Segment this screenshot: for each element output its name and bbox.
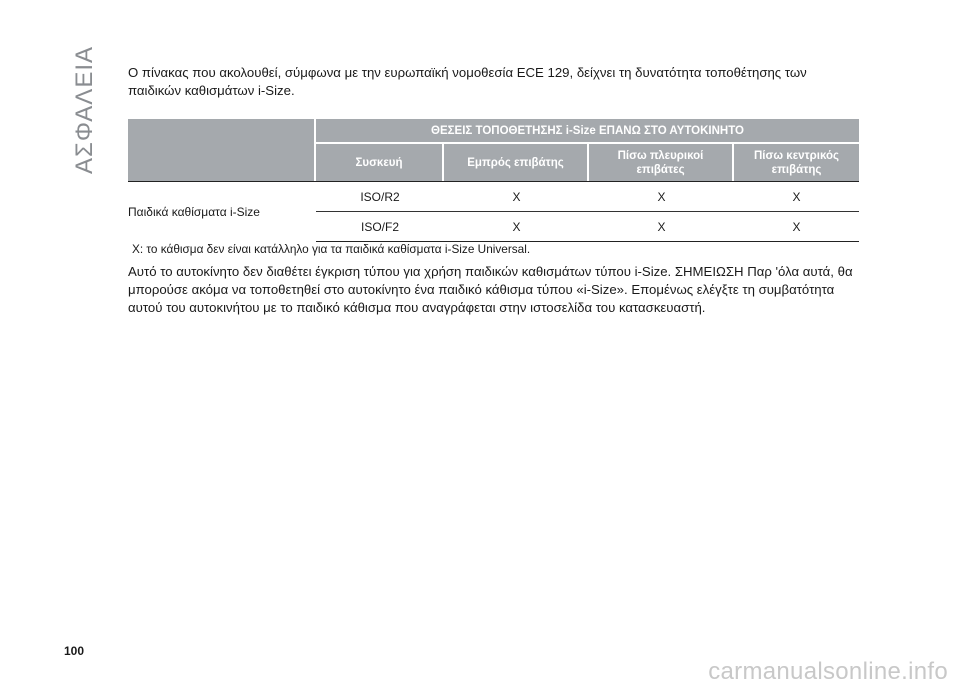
section-title: ΑΣΦΑΛΕΙΑ (71, 45, 98, 175)
cell-rear-center: X (734, 181, 859, 211)
cell-rear-side: X (589, 211, 734, 242)
column-header-rear-side-passengers: Πίσω πλευρικοί επιβάτες (589, 144, 734, 181)
cell-rear-side: X (589, 181, 734, 211)
cell-rear-center: X (734, 211, 859, 242)
cell-device: ISO/R2 (316, 181, 444, 211)
row-label-i-size-seats: Παιδικά καθίσματα i-Size (128, 181, 316, 242)
table-row (128, 181, 859, 211)
i-size-positions-table (128, 119, 859, 242)
intro-paragraph: Ο πίνακας που ακολουθεί, σύμφωνα με την ευρωπαϊκή νομοθεσία ECE 129, δείχνει τη δυνατότητα τοποθέτησης των παιδικών καθισμάτων i-Size. (128, 65, 807, 98)
cell-front: X (444, 211, 589, 242)
body-paragraph: Αυτό το αυτοκίνητο δεν διαθέτει έγκριση τύπου για χρήση παιδικών καθισμάτων τύπου i-Size. ΣΗΜΕΙΩΣΗ Παρ 'όλα αυτά, θα μπορούσε ακόμα να τοποθετηθεί στο αυτοκίνητο ένα παιδικό κάθισμα τύπου «i-Size». Επομένως ελέγξτε τη συμβατότητα αυτού του αυτοκινήτου με το παιδικό κάθισμα που αναγράφεται στην ιστοσελίδα του κατασκευαστή. (128, 264, 853, 315)
cell-front: X (444, 181, 589, 211)
column-header-device: Συσκευή (316, 144, 444, 181)
column-header-front-passenger: Εμπρός επιβάτης (444, 144, 589, 181)
page-number: 100 (64, 644, 85, 658)
section-side-label (68, 46, 102, 174)
table-footnote: X: το κάθισμα δεν είναι κατάλληλο για τα παιδικά καθίσματα i-Size Universal. (132, 242, 531, 256)
table-corner-cell (128, 119, 316, 181)
table-group-header: ΘΕΣΕΙΣ ΤΟΠΟΘΕΤΗΣΗΣ i-Size ΕΠΑΝΩ ΣΤΟ ΑΥΤΟΚΙΝΗΤΟ (316, 119, 859, 144)
cell-device: ISO/F2 (316, 211, 444, 242)
column-header-rear-center-passenger: Πίσω κεντρικός επιβάτης (734, 144, 859, 181)
watermark: carmanualsonline.info (708, 658, 948, 685)
